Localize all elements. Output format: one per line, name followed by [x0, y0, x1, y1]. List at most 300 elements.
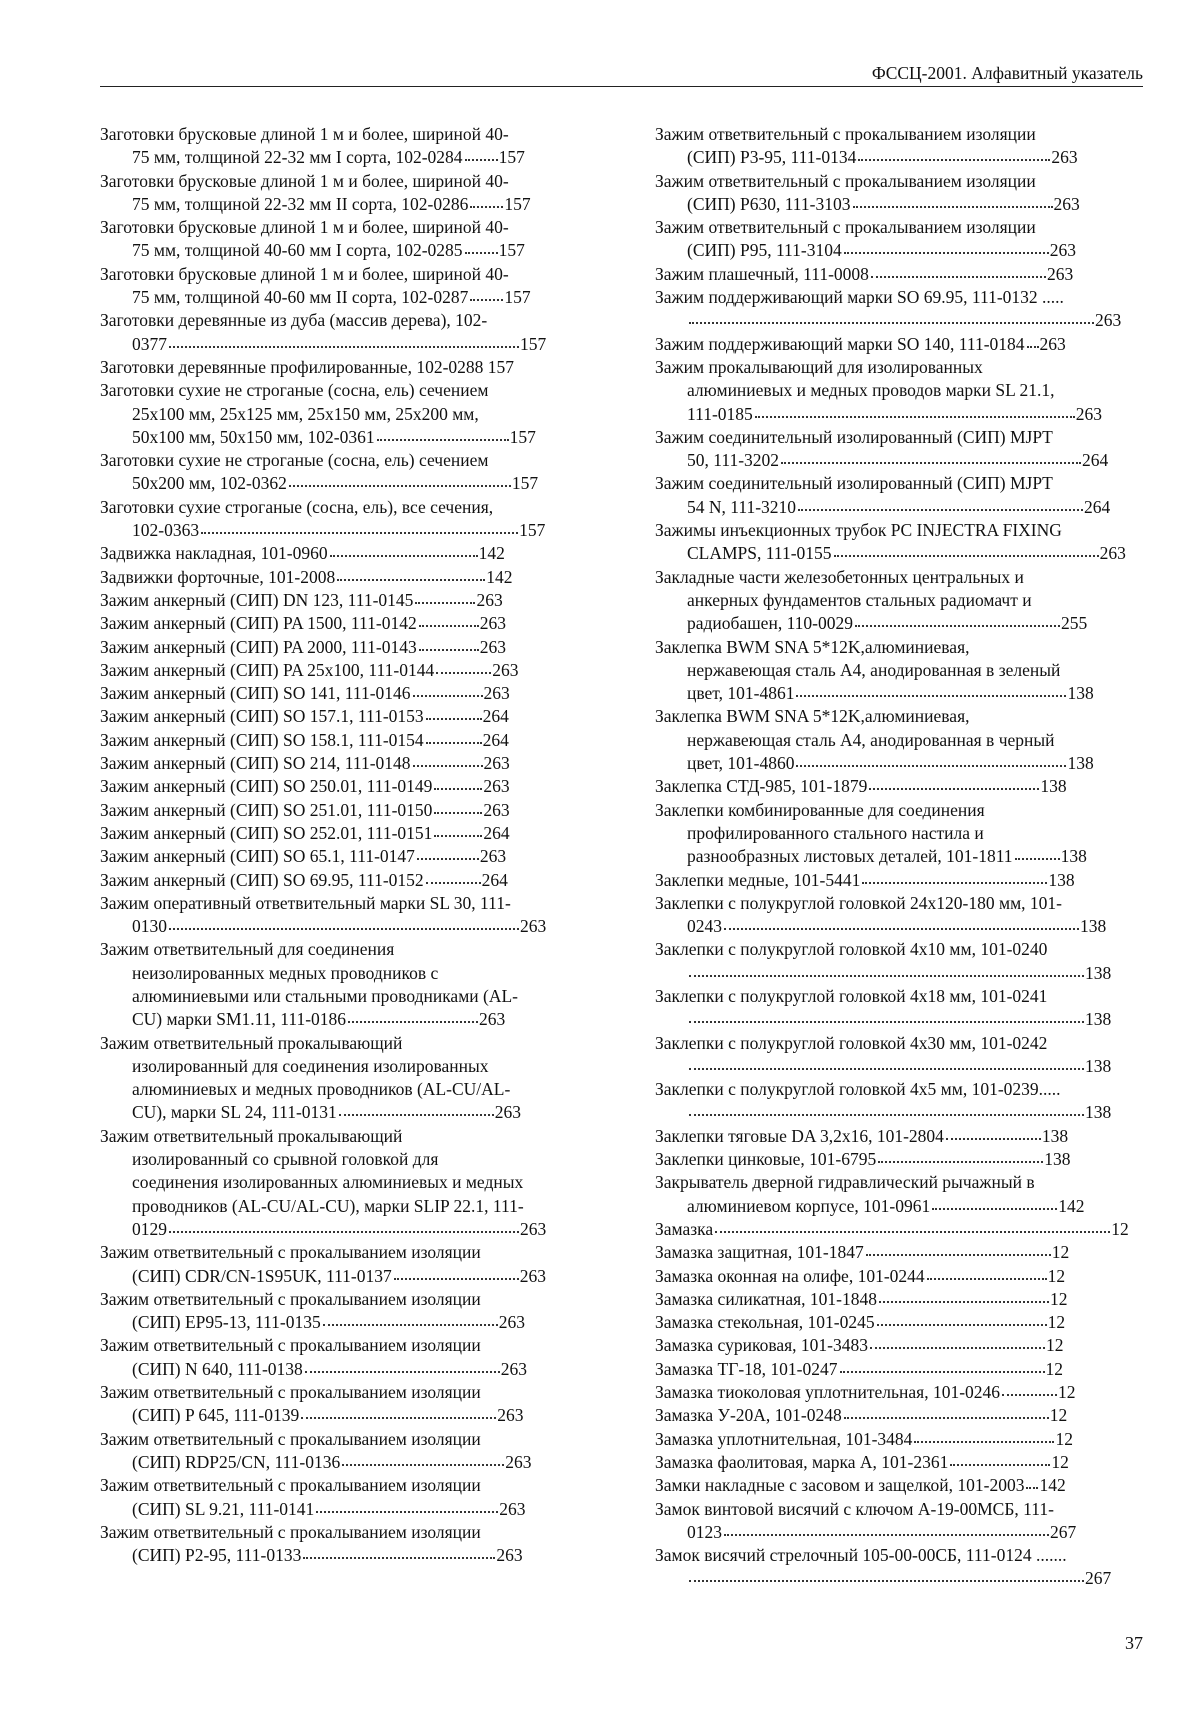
index-entry — [100, 566, 582, 589]
entry-text-line: Заклепки с полукруглой головкой 24x120-180 мм, 101- — [655, 892, 1062, 913]
entry-text-line: 0243 — [687, 916, 722, 937]
entry-text-line: Зажим ответвительный прокалывающий — [100, 1032, 403, 1053]
entry-text-line: Закрыватель дверной гидравлический рычажный в — [655, 1172, 1035, 1193]
entry-text-line: 111-0185 — [687, 403, 753, 424]
entry-text-line: 102-0363 — [132, 520, 200, 541]
entry-text-line: Заклепки с полукруглой головкой 4x18 мм, 101-0241 — [655, 985, 1048, 1006]
leader-dots — [844, 1417, 1049, 1419]
entry-page-ref: 157 — [504, 193, 531, 214]
entry-page-ref: 12 — [1047, 1312, 1066, 1333]
entry-text-line: Замазка тиоколовая уплотнительная, 101-0246 — [655, 1382, 1001, 1403]
index-entry — [100, 123, 582, 170]
index-entry — [655, 1474, 1140, 1497]
entry-page-ref: 255 — [1061, 613, 1088, 634]
entry-text-line: Заклепки с полукруглой головкой 4x10 мм, 101-0240 — [655, 939, 1048, 960]
entry-page-ref: 263 — [1075, 403, 1103, 424]
leader-dots — [305, 1371, 500, 1373]
entry-text-line: Зажим ответвительный с прокалыванием изоляции — [100, 1335, 481, 1356]
leader-dots — [377, 439, 509, 441]
entry-page-ref: 142 — [1058, 1195, 1085, 1216]
index-entry — [100, 799, 582, 822]
entry-text-line: Зажим ответвительный прокалывающий — [100, 1125, 403, 1146]
entry-page-ref: 138 — [1044, 1149, 1071, 1170]
index-entry — [100, 356, 582, 379]
leader-dots — [323, 1324, 498, 1326]
entry-page-ref: 264 — [482, 706, 509, 727]
entry-page-ref: 263 — [500, 1358, 528, 1379]
leader-dots — [415, 602, 475, 604]
entry-text-line: Зажим ответвительный с прокалыванием изоляции — [655, 217, 1036, 238]
leader-dots — [465, 159, 498, 161]
leader-dots — [426, 882, 481, 884]
entry-page-ref: 264 — [1084, 496, 1111, 517]
index-entry — [100, 449, 582, 496]
entry-page-ref: 263 — [1039, 333, 1066, 354]
entry-page-ref: 12 — [1046, 1335, 1064, 1356]
entry-text-line: Зажим анкерный (СИП) SO 69.95, 111-0152 — [100, 869, 424, 890]
entry-page-ref: 263 — [499, 1498, 526, 1519]
entry-page-ref: 138 — [1085, 1102, 1112, 1123]
entry-page-ref: 263 — [479, 636, 506, 657]
page-number: 37 — [1125, 1633, 1143, 1653]
index-entry — [655, 1148, 1140, 1171]
leader-dots — [866, 1254, 1051, 1256]
leader-dots — [426, 718, 482, 720]
leader-dots — [862, 882, 1047, 884]
leader-dots — [781, 462, 1081, 464]
index-entry — [655, 892, 1140, 939]
index-entry — [100, 1125, 582, 1241]
index-entry — [655, 1218, 1140, 1241]
index-entry — [655, 1078, 1140, 1125]
entry-text-line: (СИП) CDR/CN-1S95UK, 111-0137 — [132, 1265, 392, 1286]
entry-text-line: Зажим поддерживающий марки SO 140, 111-0184 — [655, 333, 1025, 354]
entry-text-line: Заклепки с полукруглой головкой 4x5 мм, 101-0239..... — [655, 1079, 1061, 1100]
entry-page-ref: 263 — [520, 1218, 547, 1239]
entry-text-line: Заготовки брусковые длиной 1 м и более, шириной 40- — [100, 124, 509, 144]
entry-text-line: Заклепки цинковые, 101-6795 — [655, 1149, 877, 1170]
entry-page-ref: 263 — [496, 1545, 523, 1566]
entry-text-line: Заготовки деревянные профилированные, 102-0288 157 — [100, 356, 515, 377]
page-header — [100, 62, 1143, 87]
entry-text-line: Замазка оконная на олифе, 101-0244 — [655, 1265, 925, 1286]
entry-text-line: Заклепки тяговые DA 3,2x16, 101-2804 — [655, 1125, 944, 1146]
leader-dots — [413, 765, 483, 767]
leader-dots — [689, 1021, 1084, 1023]
entry-page-ref: 263 — [497, 1405, 524, 1426]
entry-page-ref: 12 — [1051, 1242, 1070, 1263]
entry-text-line: Зажим анкерный (СИП) SO 65.1, 111-0147 — [100, 846, 415, 867]
entry-text-line: алюминиевых и медных проводников (AL-CU/AL- — [132, 1079, 511, 1100]
entry-page-ref: 138 — [1085, 1055, 1112, 1076]
index-entry — [100, 379, 582, 449]
leader-dots — [316, 1511, 498, 1513]
leader-dots — [169, 1231, 519, 1233]
index-entry — [100, 542, 582, 565]
index-entry — [100, 892, 582, 939]
index-entry — [655, 566, 1140, 636]
entry-text-line: (СИП) P 645, 111-0139 — [132, 1405, 300, 1426]
entry-text-line: алюминиевом корпусе, 101-0961 — [687, 1195, 931, 1216]
entry-text-line: нержавеющая сталь А4, анодированная в черный — [687, 729, 1055, 750]
entry-page-ref: 157 — [504, 287, 531, 308]
index-entry — [655, 1404, 1140, 1427]
index-entry — [100, 682, 582, 705]
leader-dots — [844, 252, 1049, 254]
index-entry — [100, 1032, 582, 1125]
leader-dots — [434, 788, 482, 790]
index-entry — [655, 799, 1140, 869]
index-entry — [100, 1241, 582, 1288]
entry-text-line: Зажим поддерживающий марки SO 69.95, 111-0132 ..... — [655, 287, 1064, 308]
index-entry — [100, 309, 582, 356]
entry-text-line: Зажим ответвительный с прокалыванием изоляции — [100, 1475, 481, 1496]
entry-text-line: Зажим ответвительный с прокалыванием изоляции — [655, 124, 1036, 144]
index-entry — [100, 659, 582, 682]
entry-text-line: Заготовки сухие строганые (сосна, ель), все сечения, — [100, 496, 494, 517]
entry-text-line: алюминиевых и медных проводов марки SL 21.1, — [687, 380, 1055, 401]
index-entry — [100, 729, 582, 752]
index-entry — [655, 1125, 1140, 1148]
entry-text-line: Замок винтовой висячий с ключом А-19-00МСБ, 111- — [655, 1498, 1054, 1519]
entry-text-line: Зажим оперативный ответвительный марки SL 30, 111- — [100, 892, 511, 913]
entry-page-ref: 263 — [494, 1102, 522, 1123]
index-entry — [655, 356, 1140, 426]
index-entry — [100, 589, 582, 612]
leader-dots — [689, 322, 1094, 324]
index-entry — [655, 170, 1140, 217]
entry-page-ref: 263 — [1046, 263, 1074, 284]
entry-text-line: Замазка фаолитовая, марка А, 101-2361 — [655, 1451, 949, 1472]
entry-page-ref: 138 — [1085, 962, 1112, 983]
entry-text-line: Зажим анкерный (СИП) DN 123, 111-0145 — [100, 589, 414, 610]
entry-page-ref: 138 — [1085, 1009, 1112, 1030]
entry-text-line: (СИП) P3-95, 111-0134 — [687, 147, 857, 168]
leader-dots — [303, 1557, 495, 1559]
entry-text-line: Зажим ответвительный с прокалыванием изоляции — [655, 170, 1036, 191]
index-entry — [100, 612, 582, 635]
index-entry — [655, 263, 1140, 286]
index-entry — [100, 1428, 582, 1475]
entry-page-ref: 263 — [483, 799, 510, 820]
entry-text-line: Зажим анкерный (СИП) PA 1500, 111-0142 — [100, 613, 417, 634]
entry-page-ref: 264 — [481, 869, 508, 890]
leader-dots — [1027, 346, 1039, 348]
entry-text-line: Заклепка СТД-985, 101-1879 — [655, 776, 868, 797]
entry-text-line: (СИП) P95, 111-3104 — [687, 240, 842, 261]
index-entry — [655, 705, 1140, 775]
index-entry — [655, 1334, 1140, 1357]
entry-page-ref: 263 — [479, 613, 506, 634]
entry-text-line: Зажим анкерный (СИП) SO 252.01, 111-0151 — [100, 822, 433, 843]
leader-dots — [1026, 1487, 1038, 1489]
entry-page-ref: 138 — [1067, 683, 1094, 704]
index-entry — [655, 333, 1140, 356]
entry-text-line: 75 мм, толщиной 22-32 мм I сорта, 102-0284 — [132, 147, 463, 168]
entry-page-ref: 263 — [1051, 147, 1078, 168]
entry-text-line: (СИП) P630, 111-3103 — [687, 193, 851, 214]
leader-dots — [927, 1278, 1047, 1280]
leader-dots — [201, 532, 518, 534]
entry-text-line: изолированный для соединения изолированных — [132, 1055, 489, 1076]
entry-text-line: Зажим соединительный изолированный (СИП) MJPT — [655, 426, 1053, 447]
entry-page-ref: 263 — [476, 589, 503, 610]
leader-dots — [932, 1208, 1057, 1210]
index-entry — [655, 1428, 1140, 1451]
entry-text-line: 0123 — [687, 1521, 722, 1542]
index-entry — [655, 775, 1140, 798]
entry-text-line: Зажим анкерный (СИП) SO 157.1, 111-0153 — [100, 706, 424, 727]
index-entry — [655, 985, 1140, 1032]
leader-dots — [169, 346, 519, 348]
entry-page-ref: 12 — [1047, 1265, 1066, 1286]
index-entry — [655, 286, 1140, 333]
leader-dots — [301, 1417, 496, 1419]
index-entry — [100, 869, 582, 892]
entry-page-ref: 12 — [1055, 1428, 1073, 1449]
entry-text-line: проводников (AL-CU/AL-CU), марки SLIP 22.1, 111- — [132, 1195, 524, 1216]
entry-page-ref: 264 — [482, 729, 509, 750]
entry-text-line: Замазка стекольная, 101-0245 — [655, 1312, 875, 1333]
entry-text-line: 50, 111-3202 — [687, 450, 780, 471]
entry-text-line: CU), марки SL 24, 111-0131 — [132, 1102, 337, 1123]
entry-page-ref: 157 — [509, 426, 536, 447]
index-entry — [655, 1498, 1140, 1545]
entry-page-ref: 264 — [1082, 450, 1109, 471]
entry-text-line: 50x200 мм, 102-0362 — [132, 473, 287, 494]
entry-page-ref: 263 — [1049, 240, 1076, 261]
entry-text-line: Зажим соединительный изолированный (СИП) MJPT — [655, 473, 1053, 494]
entry-text-line: Зажим плашечный, 111-0008 — [655, 263, 869, 284]
entry-page-ref: 263 — [520, 916, 547, 937]
entry-text-line: 0129 — [132, 1218, 167, 1239]
leader-dots — [877, 1324, 1047, 1326]
entry-text-line: Зажим прокалывающий для изолированных — [655, 356, 983, 377]
leader-dots — [878, 1161, 1043, 1163]
leader-dots — [798, 509, 1083, 511]
entry-text-line: 25x100 мм, 25x125 мм, 25x150 мм, 25x200 мм, — [132, 403, 479, 424]
index-entry — [100, 263, 582, 310]
leader-dots — [855, 625, 1060, 627]
entry-page-ref: 263 — [483, 683, 510, 704]
entry-page-ref: 263 — [519, 1265, 546, 1286]
leader-dots — [689, 1580, 1084, 1582]
entry-page-ref: 263 — [1053, 193, 1080, 214]
entry-text-line: Заклепки медные, 101-5441 — [655, 869, 861, 890]
entry-text-line: Зажимы инъекционных трубок PC INJECTRA FIXING — [655, 520, 1062, 541]
leader-dots — [348, 1021, 478, 1023]
entry-page-ref: 263 — [483, 753, 510, 774]
entry-text-line: радиобашен, 110-0029 — [687, 613, 853, 634]
leader-dots — [419, 649, 479, 651]
entry-text-line: (СИП) N 640, 111-0138 — [132, 1358, 303, 1379]
entry-page-ref: 263 — [479, 1009, 506, 1030]
index-entry — [655, 426, 1140, 473]
leader-dots — [434, 835, 482, 837]
leader-dots — [796, 695, 1066, 697]
index-entry — [100, 216, 582, 263]
leader-dots — [470, 206, 503, 208]
index-entry — [100, 636, 582, 659]
entry-text-line: Зажим ответвительный с прокалыванием изоляции — [100, 1428, 481, 1449]
leader-dots — [337, 579, 485, 581]
entry-page-ref: 157 — [498, 240, 525, 261]
index-entry — [100, 845, 582, 868]
index-entry — [100, 938, 582, 1031]
entry-text-line: Заготовки брусковые длиной 1 м и более, шириной 40- — [100, 263, 509, 284]
entry-text-line: цвет, 101-4861 — [687, 683, 795, 704]
entry-text-line: Замазка защитная, 101-1847 — [655, 1242, 864, 1263]
leader-dots — [169, 928, 519, 930]
leader-dots — [869, 788, 1039, 790]
index-entry — [655, 1288, 1140, 1311]
leader-dots — [330, 555, 478, 557]
leader-dots — [394, 1278, 519, 1280]
entry-page-ref: 12 — [1051, 1451, 1069, 1472]
entry-page-ref: 263 — [1095, 310, 1122, 331]
leader-dots — [470, 299, 503, 301]
entry-text-line: Заготовки сухие не строганые (сосна, ель) сечением — [100, 450, 489, 471]
leader-dots — [342, 1464, 504, 1466]
index-entry — [655, 1544, 1140, 1591]
leader-dots — [755, 416, 1075, 418]
entry-text-line: алюминиевыми или стальными проводниками (AL- — [132, 985, 518, 1006]
entry-text-line: Заготовки брусковые длиной 1 м и более, шириной 40- — [100, 170, 509, 191]
entry-text-line: Заготовки сухие не строганые (сосна, ель) сечением — [100, 380, 489, 401]
leader-dots — [796, 765, 1066, 767]
entry-page-ref: 138 — [1041, 1125, 1069, 1146]
entry-text-line: Зажим ответвительный с прокалыванием изоляции — [100, 1382, 481, 1403]
leader-dots — [689, 975, 1084, 977]
index-entry — [655, 1032, 1140, 1079]
entry-text-line: Замок висячий стрелочный 105-00-00СБ, 111-0124 ....... — [655, 1545, 1067, 1566]
entry-page-ref: 157 — [511, 473, 539, 494]
leader-dots — [879, 1301, 1049, 1303]
leader-dots — [914, 1441, 1054, 1443]
leader-dots — [724, 928, 1079, 930]
leader-dots — [840, 1371, 1045, 1373]
index-entry — [655, 1311, 1140, 1334]
leader-dots — [689, 1068, 1084, 1070]
entry-text-line: Заготовки деревянные из дуба (массив дерева), 102- — [100, 310, 488, 331]
entry-text-line: (СИП) P2-95, 111-0133 — [132, 1545, 302, 1566]
entry-text-line: Зажим анкерный (СИП) SO 141, 111-0146 — [100, 683, 411, 704]
entry-page-ref: 142 — [486, 566, 513, 587]
leader-dots — [413, 695, 483, 697]
entry-text-line: Зажим анкерный (СИП) SO 158.1, 111-0154 — [100, 729, 424, 750]
index-entry — [100, 775, 582, 798]
entry-page-ref: 157 — [519, 520, 546, 541]
entry-text-line: Зажим ответвительный с прокалыванием изоляции — [100, 1288, 481, 1309]
index-entry — [655, 1451, 1140, 1474]
entry-text-line: CU) марки SM1.11, 111-0186 — [132, 1009, 347, 1030]
entry-page-ref: 142 — [478, 543, 505, 564]
entry-text-line: Замазка суриковая, 101-3483 — [655, 1335, 868, 1356]
entry-text-line: Зажим ответвительный с прокалыванием изоляции — [100, 1242, 481, 1263]
entry-text-line: Заклепка BWM SNA 5*12K,алюминиевая, — [655, 706, 970, 727]
entry-text-line: 75 мм, толщиной 40-60 мм I сорта, 102-0285 — [132, 240, 463, 261]
entry-page-ref: 138 — [1067, 753, 1094, 774]
entry-text-line: изолированный со срывной головкой для — [132, 1149, 439, 1170]
entry-text-line: Задвижки форточные, 101-2008 — [100, 566, 336, 587]
entry-text-line: 0130 — [132, 916, 167, 937]
entry-page-ref: 12 — [1111, 1218, 1129, 1239]
header-title: ФССЦ-2001. Алфавитный указатель — [871, 63, 1143, 83]
leader-dots — [724, 1534, 1049, 1536]
index-entry — [100, 822, 582, 845]
entry-page-ref: 12 — [1045, 1358, 1064, 1379]
entry-text-line: Замазка уплотнительная, 101-3484 — [655, 1428, 913, 1449]
leader-dots — [465, 252, 498, 254]
leader-dots — [1015, 858, 1060, 860]
index-entry — [100, 1521, 582, 1568]
entry-page-ref: 12 — [1049, 1405, 1068, 1426]
entry-page-ref: 263 — [483, 776, 510, 797]
entry-page-ref: 157 — [520, 333, 547, 354]
index-entry — [100, 1381, 582, 1428]
entry-text-line: Задвижка накладная, 101-0960 — [100, 543, 328, 564]
entry-text-line: разнообразных листовых деталей, 101-1811 — [687, 846, 1013, 867]
entry-text-line: 0377 — [132, 333, 167, 354]
entry-page-ref: 263 — [498, 1312, 526, 1333]
entry-text-line: анкерных фундаментов стальных радиомачт и — [687, 589, 1032, 610]
leader-dots — [853, 206, 1053, 208]
entry-text-line: Заклепки с полукруглой головкой 4x30 мм, 101-0242 — [655, 1032, 1048, 1053]
entry-text-line: Замки накладные с засовом и защелкой, 101-2003 — [655, 1475, 1025, 1496]
index-entry — [655, 1358, 1140, 1381]
entry-page-ref: 142 — [1039, 1475, 1066, 1496]
entry-text-line: Зажим анкерный (СИП) SO 251.01, 111-0150 — [100, 799, 433, 820]
index-entry — [100, 752, 582, 775]
entry-text-line: 75 мм, толщиной 40-60 мм II сорта, 102-0287 — [132, 287, 469, 308]
entry-text-line: (СИП) SL 9.21, 111-0141 — [132, 1498, 315, 1519]
index-entry — [100, 1334, 582, 1381]
leader-dots — [417, 858, 479, 860]
entry-text-line: Замазка силикатная, 101-1848 — [655, 1288, 877, 1309]
entry-page-ref: 138 — [1048, 869, 1075, 890]
entry-page-ref: 12 — [1058, 1382, 1076, 1403]
index-entry — [655, 869, 1140, 892]
entry-page-ref: 12 — [1050, 1288, 1068, 1309]
entry-page-ref: 264 — [483, 822, 510, 843]
leader-dots — [426, 742, 482, 744]
index-column-right — [655, 123, 1140, 1591]
entry-page-ref: 138 — [1060, 846, 1087, 867]
entry-text-line: Закладные части железобетонных центральных и — [655, 566, 1024, 587]
leader-dots — [339, 1114, 494, 1116]
leader-dots — [434, 812, 482, 814]
entry-page-ref: 267 — [1085, 1568, 1112, 1589]
index-entry — [100, 1288, 582, 1335]
leader-dots — [689, 1114, 1084, 1116]
index-entry — [655, 519, 1140, 566]
leader-dots — [715, 1231, 1110, 1233]
index-entry — [655, 1265, 1140, 1288]
leader-dots — [419, 625, 479, 627]
entry-text-line: Зажим анкерный (СИП) PA 25x100, 111-0144 — [100, 659, 435, 680]
index-entry — [100, 496, 582, 543]
entry-page-ref: 263 — [1099, 543, 1126, 564]
entry-page-ref: 138 — [1040, 776, 1067, 797]
entry-page-ref: 263 — [479, 846, 507, 867]
leader-dots — [858, 159, 1050, 161]
index-entry — [655, 472, 1140, 519]
entry-text-line: неизолированных медных проводников с — [132, 962, 439, 983]
leader-dots — [950, 1464, 1050, 1466]
entry-text-line: Заготовки брусковые длиной 1 м и более, шириной 40- — [100, 217, 509, 238]
index-entry — [655, 1171, 1140, 1218]
entry-page-ref: 157 — [498, 147, 525, 168]
